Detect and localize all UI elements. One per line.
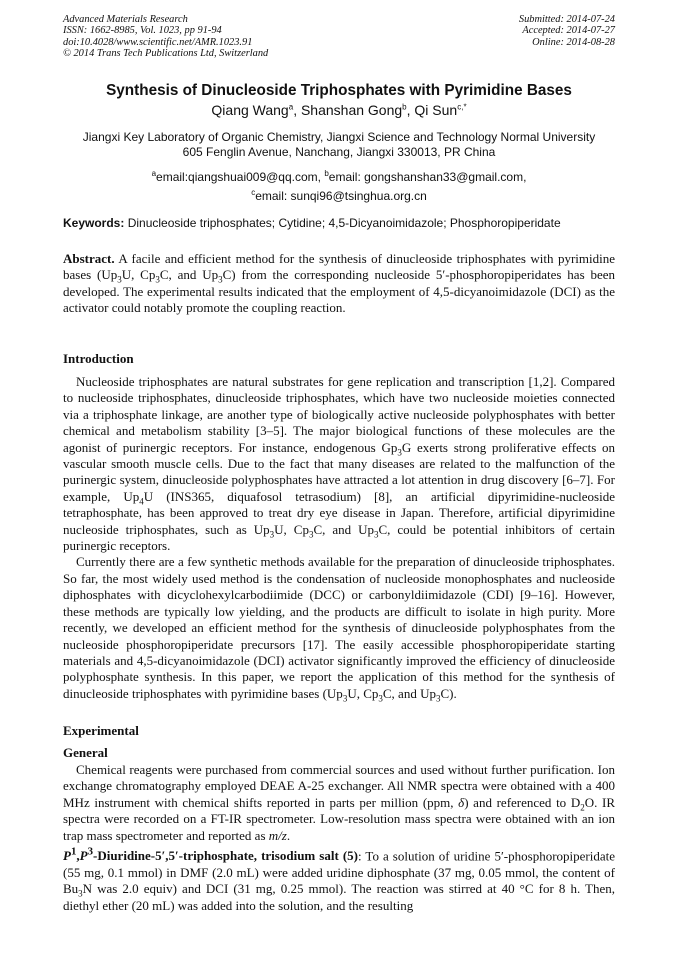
experimental-heading: Experimental xyxy=(63,723,139,738)
paragraph xyxy=(63,844,615,914)
text: G exerts strong proliferative effects on vascular smooth muscle cells. Due to the fact that many diseases are related to the malfunction of the purinergic system, dinucleoside polyphosphates have attracted a lot attention in drug discovery [6–7]. For example, Up xyxy=(63,439,615,504)
subscript: 3 xyxy=(78,888,83,899)
text: O. IR spectra were recorded on a FT-IR spectrometer. Low-resolution mass spectra were obtained with an ion trap mass spectrometer and reported as xyxy=(63,794,616,843)
subscript: 3 xyxy=(117,275,122,285)
text: Nucleoside triphosphates are natural substrates for gene replication and transcription [1,2]. Compared to nucleoside triphosphates, dinucleoside triphosphates, which have two nucleoside moieties connected via a triphosphate linkage, are another type of biologically active nucleoside polyphosphates with better chemical and metabolism stability [3–5]. The major biological functions of these molecules are the agonist of purinergic receptors. For instance, endogenous Gp xyxy=(63,374,615,455)
subscript: 3 xyxy=(374,529,379,540)
email-a: email:qiangshuai009@qq.com, xyxy=(156,170,325,184)
email-c: email: sunqi96@tsinghua.org.cn xyxy=(255,189,427,203)
text: C, and Up xyxy=(313,521,374,537)
compound-title xyxy=(63,848,358,863)
paragraph xyxy=(63,554,615,702)
subscript: 3 xyxy=(218,275,223,285)
paper-title: Synthesis of Dinucleoside Triphosphates with Pyrimidine Bases xyxy=(106,82,572,99)
abstract-text: A facile and efficient method for the synthesis of dinucleoside triphosphates with pyrimidine bases (Up xyxy=(63,251,615,283)
author-name: Qi Sun xyxy=(414,102,458,118)
abstract xyxy=(63,251,615,317)
journal-copyright: © 2014 Trans Tech Publications Ltd, Switzerland xyxy=(63,47,269,59)
submitted-date: Submitted: 2014-07-24 xyxy=(518,14,615,25)
journal-issn: ISSN: 1662-8985, Vol. 1023, pp 91-94 xyxy=(63,25,222,37)
text: P xyxy=(79,848,88,864)
text: C). xyxy=(440,685,457,701)
general-body xyxy=(63,762,615,914)
text: U, Cp xyxy=(274,521,309,537)
mz-symbol: m/z xyxy=(268,827,287,843)
author-sup: b xyxy=(402,102,407,112)
email-line xyxy=(63,166,615,185)
text: P xyxy=(63,848,71,864)
text: , xyxy=(76,848,80,864)
subscript: 3 xyxy=(435,693,441,704)
email-sup: a xyxy=(151,169,157,178)
accepted-date: Accepted: 2014-07-27 xyxy=(522,25,615,37)
journal-doi: doi:10.4028/www.scientific.net/AMR.1023.91 xyxy=(63,36,253,48)
text: -Diuridine-5′,5′-triphosphate, trisodium salt (5) xyxy=(93,848,358,864)
paragraph xyxy=(63,374,615,554)
author-list: Qiang Wang$^a$, Shanshan Gong$^b$, Qi Sun$^{c,*}$ xyxy=(211,102,467,118)
email-sup: c xyxy=(251,188,256,197)
online-date: Online: 2014-08-28 xyxy=(532,36,615,48)
affiliation xyxy=(63,130,615,160)
general-heading: General xyxy=(63,745,108,760)
text: U (INS365, diquafosol tetrasodium) [8], an artificial dipyrimidine-nucleoside tetraphosphate, has been approved to treat dry eye disease in Japan. Therefore, artificial dipyrimidine nucleoside triphosphates, such as Up xyxy=(63,488,616,537)
email-line xyxy=(63,185,615,204)
author-name: Shanshan Gong xyxy=(300,102,403,118)
email-block xyxy=(63,166,615,204)
text: N was 2.0 equiv) and DCI (31 mg, 0.25 mmol). The reaction was stirred at 40 °C for 8 h. Then, diethyl ether (20 mL) was added into the solution, and the resulting xyxy=(63,881,615,913)
abstract-text: C) from the corresponding nucleoside 5′-phosphoropiperidates has been developed. The experimental results indicated that the employment of 4,5-dicyanoimidazole (DCI) as the activator could notably promote the coupling reaction. xyxy=(63,267,615,316)
text: U, Cp xyxy=(347,685,379,701)
subscript: 3 xyxy=(378,693,383,704)
introduction-heading: Introduction xyxy=(63,351,134,366)
dates-info xyxy=(519,14,615,48)
author-sup: a xyxy=(288,102,294,112)
text: C, and Up xyxy=(382,685,436,701)
introduction-body xyxy=(63,374,615,702)
abstract-text: C, and Up xyxy=(159,267,219,283)
superscript: 3 xyxy=(87,846,93,859)
subscript: 2 xyxy=(580,802,585,813)
delta-symbol: δ xyxy=(458,794,465,810)
keywords-text: Dinucleoside triphosphates; Cytidine; 4,5-Dicyanoimidazole; Phosphoropiperidate xyxy=(127,216,561,230)
abstract-text: U, Cp xyxy=(121,267,156,283)
journal-info xyxy=(63,14,268,59)
text: ) and referenced to D xyxy=(464,794,581,810)
text: Currently there are a few synthetic methods available for the preparation of dinucleoside triphosphates. So far, the most widely used method is the condensation of nucleoside monophosphates and nucleoside diphosphates with dicyclohexylcarbodiimide (DCC) or carbonyldiimidazole (CDI) [9–16]. However, these methods are typically low yielding, and the products are difficult to isolate in high purity. More recently, we developed an efficient method for the synthesis of dinucleoside polyphosphates from the nucleoside phosphoropiperidate precursors [17]. The easily accessible phosphoropiperidate starting materials and 4,5-dicyanoimidazole (DCI) activator significantly improved the efficiency of dinucleoside polyphosphate synthesis. In this paper, we report the application of this method for the synthesis of dinucleoside triphosphates with pyrimidine bases (Up xyxy=(63,554,615,701)
subscript: 3 xyxy=(155,275,160,285)
author-name: Qiang Wang xyxy=(211,102,289,118)
journal-name: Advanced Materials Research xyxy=(63,14,188,25)
text: : To a solution of uridine 5′-phosphoropiperidate (55 mg, 0.1 mmol) in DMF (2.0 mL) were added uridine diphosphate (37 mg, 0.05 mmol, the content of Bu xyxy=(63,848,616,897)
text: Chemical reagents were purchased from commercial sources and used without further purification. Ion exchange chromatography employed DEAE A-25 exchanger. All NMR spectra were obtained with a 400 MHz instrument with chemical shifts reported in parts per million (ppm, xyxy=(63,762,615,810)
subscript: 3 xyxy=(269,529,275,540)
subscript: 3 xyxy=(342,693,348,704)
email-b: email: gongshanshan33@gmail.com, xyxy=(328,170,527,184)
subscript: 4 xyxy=(139,496,144,507)
affiliation-line: Jiangxi Key Laboratory of Organic Chemistry, Jiangxi Science and Technology Normal University xyxy=(82,130,596,144)
abstract-label: Abstract. xyxy=(63,251,115,266)
affiliation-line: 605 Fenglin Avenue, Nanchang, Jiangxi 330013, PR China xyxy=(182,145,496,159)
email-sup: b xyxy=(324,169,329,178)
subscript: 3 xyxy=(308,529,314,540)
paragraph xyxy=(63,762,615,844)
superscript: 1 xyxy=(70,846,77,859)
text: C, could be potential inhibitors of certain purinergic receptors. xyxy=(63,521,615,554)
keywords xyxy=(63,216,615,230)
author-sup: c,* xyxy=(457,102,467,112)
keywords-label: Keywords: xyxy=(63,216,125,230)
text: . xyxy=(286,827,291,843)
subscript: 3 xyxy=(397,447,402,458)
